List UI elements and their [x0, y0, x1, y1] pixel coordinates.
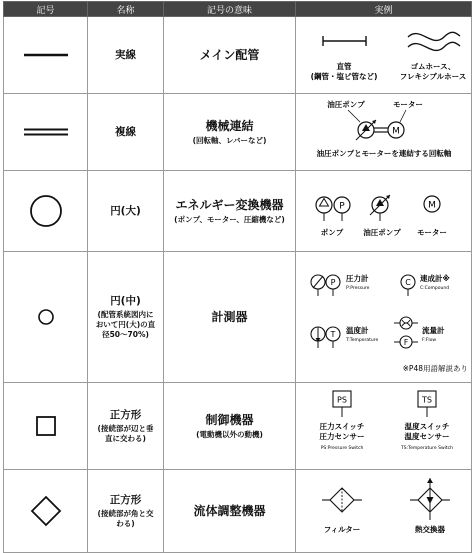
meaning-cell: [164, 171, 296, 252]
symbol-cell: [4, 383, 88, 470]
shaft-icon: [374, 128, 388, 132]
name-text: 複線: [115, 126, 136, 138]
meaning-subtext: (回転軸、レバーなど): [192, 136, 267, 145]
name-cell: [88, 252, 164, 383]
name-text: 円(大): [110, 205, 141, 217]
motor-label: モーター: [393, 100, 423, 109]
temperature-label: 温度計: [346, 326, 369, 335]
meaning-text: 機械連結: [205, 119, 254, 133]
name-cell: [88, 470, 164, 553]
motor-label: モーター: [417, 228, 447, 237]
meaning-text: メイン配管: [199, 48, 260, 62]
example-drawing: [296, 470, 472, 552]
meaning-cell: [164, 252, 296, 383]
name-cell: [88, 94, 164, 171]
temperature-switch-label: 温度スイッチ: [404, 422, 450, 431]
name-cell: [88, 383, 164, 470]
example-cell: [296, 470, 472, 553]
meaning-cell: [164, 383, 296, 470]
table-row: [4, 171, 472, 252]
header-meaning: 記号の意味: [164, 2, 296, 17]
pump-p-letter: P: [339, 201, 345, 212]
flow-letter: F: [403, 338, 409, 347]
meaning-text: 計測器: [211, 310, 248, 324]
large-circle-symbol: [26, 191, 66, 231]
temperature-en: T:Temperature: [346, 338, 379, 343]
medium-circle-symbol: [34, 305, 58, 329]
motor-icon: [388, 122, 404, 138]
flow-f-icon: [394, 336, 418, 348]
pressure-switch-label: 圧力スイッチ: [319, 422, 365, 431]
temperature-sensor-label: 温度センサー: [404, 432, 450, 441]
pressure-p-icon: [326, 275, 340, 296]
double-line-symbol: [21, 126, 71, 138]
example-drawing: [296, 171, 472, 251]
pressure-gauge-icon: [311, 275, 325, 296]
temperature-t-icon: [326, 327, 340, 348]
hydraulic-pump-label: 油圧ポンプ: [363, 228, 401, 237]
symbol-legend-table: [3, 1, 472, 553]
compound-en: C:Compound: [420, 286, 450, 291]
temperature-switch-en: TS:Temperature Switch: [401, 446, 453, 451]
hydraulic-pump-label: 油圧ポンプ: [327, 100, 365, 109]
example-cell: [296, 171, 472, 252]
filter-icon: [322, 488, 362, 512]
example-cell: [296, 94, 472, 171]
meaning-text: 制御機器: [205, 413, 254, 427]
hose-label: ゴムホース、: [410, 62, 456, 71]
heat-exchanger-icon: [410, 478, 450, 520]
compound-gauge-icon: [401, 275, 415, 296]
pump-leader-line: [348, 110, 360, 122]
example-drawing: [296, 17, 472, 93]
symbol-cell: [4, 17, 88, 94]
name-text: 円(中): [110, 295, 141, 307]
motor-letter: M: [392, 126, 400, 137]
heat-exchanger-label: 熱交換器: [415, 525, 445, 534]
shaft-caption: 油圧ポンプとモーターを連結する回転軸: [316, 149, 452, 158]
meaning-text: 流体調整機器: [193, 504, 266, 518]
name-subtext: (接続部が角と交わる): [97, 509, 154, 528]
table-row: [4, 470, 472, 553]
pressure-label: 圧力計: [346, 274, 369, 283]
thermometer-icon: [311, 327, 325, 348]
pressure-en: P:Pressure: [346, 286, 370, 291]
name-cell: [88, 171, 164, 252]
hydraulic-pump-icon: [356, 120, 376, 140]
meaning-cell: [164, 94, 296, 171]
example-drawing: [296, 252, 472, 382]
header-name: 名称: [88, 2, 164, 17]
hose-sublabel: フレキシブルホース: [399, 72, 467, 81]
solid-line-symbol: [21, 50, 71, 60]
example-cell: [296, 252, 472, 383]
temperature-letter: T: [330, 330, 336, 339]
pressure-switch-icon: [333, 391, 351, 417]
temperature-switch-letters: TS: [422, 395, 432, 405]
header-example: 実例: [296, 2, 472, 17]
name-subtext: (配管系統図内において円(大)の直径50〜70%): [95, 310, 156, 339]
table-row: [4, 94, 472, 171]
pump-p-icon: [334, 197, 350, 221]
meaning-subtext: (電動機以外の動機): [196, 430, 263, 439]
name-text: 正方形: [109, 409, 142, 421]
flexible-hose-icon: [408, 32, 460, 50]
hydraulic-pump-icon: [370, 195, 390, 221]
name-text: 正方形: [109, 494, 142, 506]
example-cell: [296, 17, 472, 94]
motor-leader-line: [400, 110, 406, 122]
header-row: [4, 2, 472, 17]
flow-label: 流量計: [422, 326, 445, 335]
pressure-switch-en: PS:Pressure Switch: [320, 446, 364, 451]
motor-icon: [424, 196, 440, 212]
example-cell: [296, 383, 472, 470]
filter-label: フィルター: [323, 525, 361, 534]
compound-label: 連成計※: [420, 274, 450, 283]
flow-en: F:Flow: [422, 338, 437, 343]
meaning-subtext: (ポンプ、モーター、圧縮機など): [174, 215, 285, 224]
diamond-symbol: [29, 494, 63, 528]
pressure-sensor-label: 圧力センサー: [319, 432, 365, 441]
meaning-cell: [164, 17, 296, 94]
motor-letter: M: [428, 200, 436, 211]
straight-pipe-sublabel: (鋼管・塩ビ管など): [310, 72, 378, 81]
pressure-switch-letters: PS: [337, 395, 347, 405]
pump-label: ポンプ: [320, 228, 344, 237]
footnote: ※P48用語解説あり: [402, 364, 468, 373]
symbol-cell: [4, 252, 88, 383]
square-symbol: [32, 412, 60, 440]
pump-icon: [316, 197, 332, 221]
symbol-cell: [4, 171, 88, 252]
table-row: [4, 383, 472, 470]
compound-letter: C: [405, 278, 411, 287]
symbol-cell: [4, 94, 88, 171]
temperature-switch-icon: [418, 391, 436, 417]
straight-pipe-label: 直管: [336, 62, 352, 71]
flow-meter-icon: [394, 317, 418, 329]
name-cell: [88, 17, 164, 94]
example-drawing: [296, 383, 472, 469]
meaning-text: エネルギー変換機器: [175, 198, 284, 212]
straight-pipe-icon: [323, 36, 366, 46]
pressure-letter: P: [330, 278, 336, 287]
example-drawing: [296, 94, 472, 170]
name-subtext: (接続部が辺と垂直に交わる): [97, 424, 154, 443]
symbol-cell: [4, 470, 88, 553]
header-symbol: 記号: [4, 2, 88, 17]
meaning-cell: [164, 470, 296, 553]
table-row: [4, 17, 472, 94]
table-row: [4, 252, 472, 383]
name-text: 実線: [115, 49, 136, 61]
